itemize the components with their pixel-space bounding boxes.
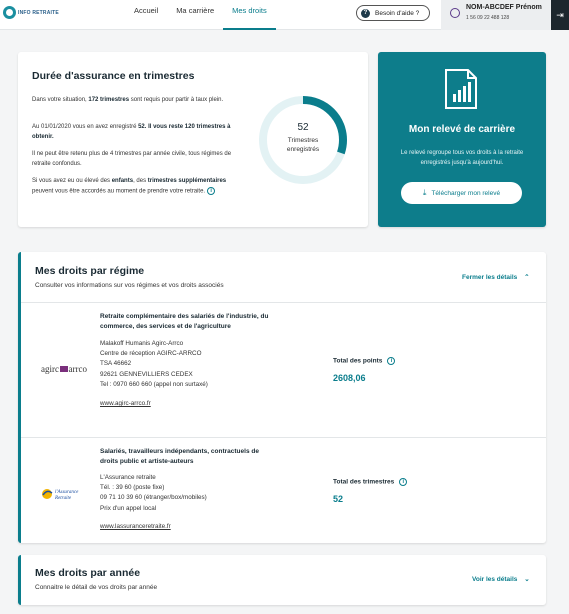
regime-name-line-2: droits public et artiste-auteurs [100,458,194,465]
annee-toggle-link[interactable] [472,575,530,583]
duree-title: Durée d'assurance en trimestres [32,70,195,82]
duree-p4-supp: trimestres supplémentaires [147,178,227,184]
chevron-down-icon: ⌄ [524,576,530,583]
help-button[interactable] [356,5,430,21]
releve-carriere-card [378,52,546,227]
address-line: Tél. : 39 60 (poste fixe) [100,484,165,492]
address-line: Malakoff Humanis Agirc-Arrco [100,340,184,347]
releve-title: Mon relevé de carrière [408,124,516,135]
duree-paragraph-4 [32,177,246,197]
metric-value: 52 [333,494,344,504]
duree-paragraph-3: Il ne peut être retenu plus de 4 trimestres par année civile, tous régimes de retraite confondus. [32,151,232,167]
top-header [0,0,569,30]
address-line: Prix d'un appel local [100,504,157,512]
regime-website-link[interactable]: www.lassuranceretraite.fr [100,523,171,530]
info-retraite-logo[interactable] [3,6,59,19]
regime-name-line-2: commerce, des services et de l'agriculture [100,323,231,330]
regime-title: Mes droits par régime [35,265,145,277]
remaining-trimestres: 52. Il vous reste 120 trimestres à obtenir. [32,124,231,140]
logout-icon: ⇥ [556,10,564,20]
address-line: Centre de réception AGIRC-ARRCO [100,350,202,358]
regime-row [21,437,546,543]
duree-p4-e: peuvent vous être accordés au moment de prendre votre retraite. [32,188,206,195]
question-icon: ? [361,9,370,18]
duree-assurance-card [18,52,368,227]
user-account[interactable] [441,0,551,30]
nav-tab-ma-carriere[interactable]: Ma carrière [176,6,215,15]
info-icon[interactable]: i [207,187,215,195]
nav-tab-accueil[interactable]: Accueil [134,6,159,15]
duree-p2-text: Au 01/01/2020 vous en avez enregistré [32,124,139,130]
regime-website-link[interactable]: www.agirc-arrco.fr [100,400,151,407]
gauge-label [255,136,351,154]
user-icon [450,8,460,18]
chevron-up-icon: ⌃ [524,274,530,281]
metric-label [333,478,407,486]
document-chart-icon [443,69,479,109]
regime-name [100,312,290,332]
metric-label [333,357,395,365]
logo-text: INFO RETRAITE [18,9,59,16]
duree-paragraph-1 [32,96,246,106]
info-icon[interactable]: i [399,478,407,486]
releve-text: Le relevé regroupe tous vos droits à la retraite enregistrés jusqu'à aujourd'hui. [400,150,524,166]
user-name: NOM-ABCDEF Prénom [466,4,542,11]
info-icon[interactable]: i [387,357,395,365]
metric-label-text: Total des trimestres [333,478,395,486]
regime-toggle-label: Fermer les détails [462,274,518,281]
regime-subtitle: Consulter vos informations sur vos régimes et vos droits associés [35,282,224,289]
duree-p4-a: Si vous avez eu ou élevé des [32,178,112,184]
droits-par-annee-card [18,555,546,605]
download-icon: ⤓ [422,188,427,197]
user-social-id: 1 56 09 22 488 128 [466,15,510,21]
metric-label-text: Total des points [333,357,383,365]
svg-text:l'Assurance: l'Assurance [55,490,79,495]
help-label: Besoin d'aide ? [375,9,420,17]
gauge-label-line-2: enregistrés [286,146,320,153]
gauge-value: 52 [297,122,309,133]
duree-p4-enfants: enfants [111,178,134,184]
regime-name [100,447,290,467]
nav-tab-mes-droits[interactable]: Mes droits [223,0,276,30]
address-line: Tel : 0970 660 660 (appel non surtaxé) [100,380,208,388]
regime-address [100,473,290,514]
logout-button[interactable] [551,0,569,30]
logo-mark-icon [3,6,16,19]
regime-toggle-link[interactable] [462,273,530,281]
regime-row [21,302,546,437]
regime-name-line-1: Retraite complémentaire des salariés de l'industrie, du [100,313,269,320]
main-nav [125,0,276,30]
address-line: 09 71 10 39 60 (étranger/box/mobiles) [100,494,207,502]
duree-p4-c: , des [133,178,148,184]
duree-p1-text: Dans votre situation, [32,97,89,103]
svg-text:Retraite: Retraite [55,496,72,501]
droits-par-regime-card [18,252,546,543]
download-releve-label: Télécharger mon relevé [431,189,501,197]
regime-name-line-1: Salariés, travailleurs indépendants, contractuels de [100,448,259,455]
annee-subtitle: Connaitre le détail de vos droits par année [35,584,158,591]
metric-value: 2608,06 [333,373,366,383]
assurance-retraite-logo [41,485,87,503]
address-line: TSA 46662 [100,360,132,368]
duree-paragraph-2 [32,123,246,142]
agirc-arrco-logo: agirc arrco [41,364,87,374]
annee-toggle-label: Voir les détails [472,576,518,583]
regime-address [100,339,290,390]
annee-title: Mes droits par année [35,567,141,579]
gauge-label-line-1: Trimestres [287,137,319,144]
address-line: L'Assurance retraite [100,474,156,481]
download-releve-button[interactable] [401,182,522,204]
required-trimestres: 172 trimestres [88,97,130,103]
duree-p1-text-end: sont requis pour partir à taux plein. [129,97,224,103]
address-line: 92621 GENNEVILLIERS CEDEX [100,370,193,378]
